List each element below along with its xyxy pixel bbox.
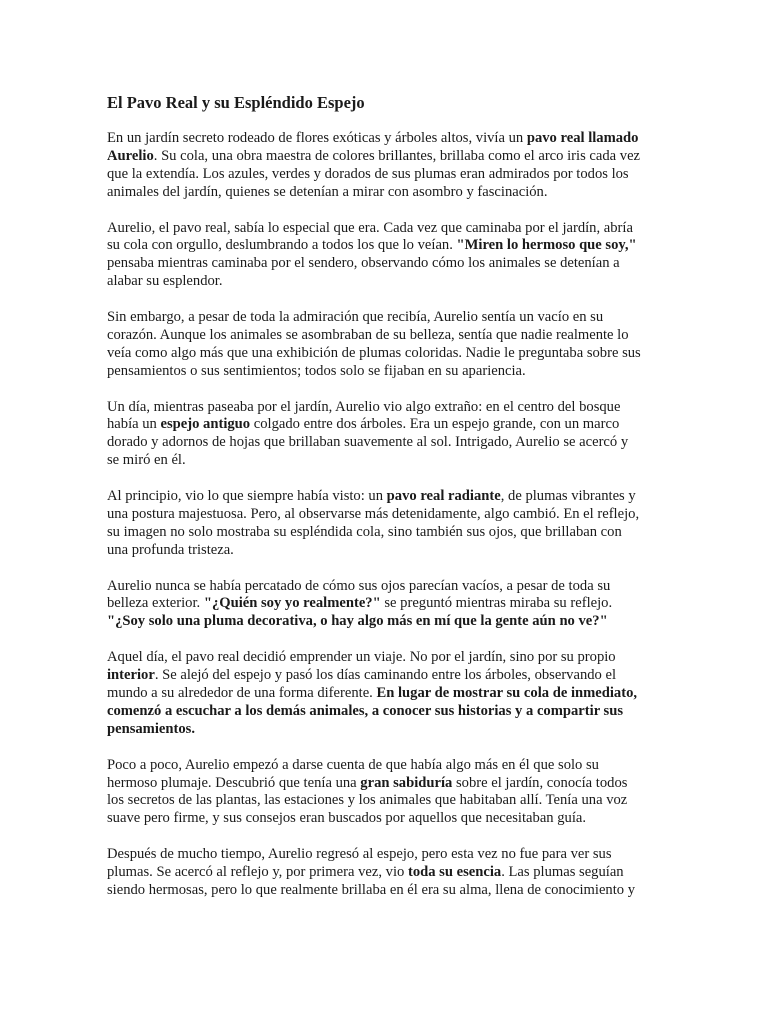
text-line bbox=[107, 166, 659, 184]
text-run: . Se alejó del espejo y pasó los días caminando entre los árboles, observando el bbox=[154, 667, 617, 684]
text-run: se miró en él. bbox=[107, 452, 186, 469]
bold-text: gran sabiduría bbox=[360, 774, 453, 791]
text-line bbox=[107, 148, 659, 166]
bold-text: "¿Soy solo una pluma decorativa, o hay algo más en mí que la gente aún no ve?" bbox=[107, 613, 608, 630]
text-run: Aquel día, el pavo real decidió emprender un viaje. No por el jardín, sino por su propio bbox=[107, 649, 616, 666]
text-run: su cola con orgullo, deslumbrando a todos los que lo veían. bbox=[107, 237, 457, 254]
text-run: Después de mucho tiempo, Aurelio regresó al espejo, pero esta vez no fue para ver sus bbox=[107, 846, 612, 863]
text-run: Aurelio, el pavo real, sabía lo especial que era. Cada vez que caminaba por el jardín, abría bbox=[107, 219, 633, 236]
text-run: En un jardín secreto rodeado de flores exóticas y árboles altos, vivía un bbox=[107, 130, 527, 146]
text-line bbox=[107, 578, 659, 596]
bold-text: "¿Quién soy yo realmente?" bbox=[203, 595, 381, 612]
bold-text: interior bbox=[107, 667, 155, 684]
text-run: belleza exterior. bbox=[107, 595, 204, 612]
text-run: los secretos de las plantas, las estaciones y los animales que habitaban allí. Tenía una voz bbox=[107, 792, 628, 809]
text-line bbox=[107, 685, 659, 703]
text-line bbox=[107, 363, 659, 381]
text-line bbox=[107, 327, 659, 345]
text-line bbox=[107, 595, 659, 613]
text-line bbox=[107, 613, 659, 631]
text-line bbox=[107, 434, 659, 452]
bold-text: pavo real radiante bbox=[386, 488, 501, 505]
text-run: que la extendía. Los azules, verdes y dorados de sus plumas eran admirados por todos los bbox=[107, 165, 629, 182]
paragraph bbox=[107, 309, 659, 381]
text-run: pensaba mientras caminaba por el sendero, observando cómo los animales se detenían a bbox=[107, 255, 620, 272]
text-line bbox=[107, 882, 659, 900]
text-line bbox=[107, 757, 659, 775]
text-line bbox=[107, 846, 659, 864]
text-line bbox=[107, 792, 659, 810]
text-run: sobre el jardín, conocía todos bbox=[452, 774, 628, 791]
paragraph bbox=[107, 757, 659, 829]
document-body bbox=[107, 130, 659, 900]
text-line bbox=[107, 667, 659, 685]
text-run: una postura majestuosa. Pero, al observarse más detenidamente, algo cambió. En el reflejo, bbox=[107, 505, 640, 522]
text-run: siendo hermosas, pero lo que realmente brillaba en él era su alma, llena de conocimiento y bbox=[107, 881, 636, 898]
text-line bbox=[107, 488, 659, 506]
text-line bbox=[107, 130, 659, 148]
text-run: una profunda tristeza. bbox=[107, 541, 234, 558]
text-line bbox=[107, 506, 659, 524]
paragraph bbox=[107, 130, 659, 202]
paragraph bbox=[107, 846, 659, 900]
paragraph bbox=[107, 220, 659, 292]
text-line bbox=[107, 220, 659, 238]
paragraph bbox=[107, 399, 659, 471]
text-run: . Su cola, una obra maestra de colores brillantes, brillaba como el arco iris cada vez bbox=[153, 147, 641, 164]
text-line bbox=[107, 255, 659, 273]
bold-text: comenzó a escuchar a los demás animales, a conocer sus historias y a compartir sus bbox=[107, 702, 624, 719]
text-line bbox=[107, 273, 659, 291]
bold-text: Aurelio bbox=[107, 147, 154, 164]
text-run: Poco a poco, Aurelio empezó a darse cuenta de que había algo más en él que solo su bbox=[107, 756, 599, 773]
text-line bbox=[107, 309, 659, 327]
text-run: pensamientos o sus sentimientos; todos solo se fijaban en su apariencia. bbox=[107, 362, 526, 379]
text-line bbox=[107, 345, 659, 363]
text-run: animales del jardín, quienes se detenían a mirar con asombro y fascinación. bbox=[107, 183, 548, 200]
text-run: . Las plumas seguían bbox=[501, 864, 624, 881]
text-run: Sin embargo, a pesar de toda la admiración que recibía, Aurelio sentía un vacío en su bbox=[107, 309, 604, 326]
text-run: colgado entre dos árboles. Era un espejo grande, con un marco bbox=[250, 416, 620, 433]
text-line bbox=[107, 416, 659, 434]
text-run: dorado y adornos de hojas que brillaban suavemente al sol. Intrigado, Aurelio se acercó y bbox=[107, 434, 629, 451]
text-run: alabar su esplendor. bbox=[107, 273, 223, 290]
text-line bbox=[107, 237, 659, 255]
paragraph bbox=[107, 649, 659, 739]
bold-text: pensamientos. bbox=[107, 720, 195, 737]
text-line bbox=[107, 775, 659, 793]
text-line bbox=[107, 649, 659, 667]
bold-text: pavo real llamado bbox=[526, 130, 639, 146]
bold-text: espejo antiguo bbox=[160, 416, 251, 433]
text-run: plumas. Se acercó al reflejo y, por primera vez, vio bbox=[107, 864, 408, 881]
text-run: se preguntó mientras miraba su reflejo. bbox=[380, 595, 613, 612]
text-line bbox=[107, 184, 659, 202]
text-run: hermoso plumaje. Descubrió que tenía una bbox=[107, 774, 361, 791]
text-run: Un día, mientras paseaba por el jardín, Aurelio vio algo extraño: en el centro del bosque bbox=[107, 398, 621, 415]
text-run: veía como algo más que una exhibición de plumas coloridas. Nadie le preguntaba sobre sus bbox=[107, 344, 641, 361]
text-line bbox=[107, 542, 659, 560]
paragraph bbox=[107, 488, 659, 560]
text-run: corazón. Aunque los animales se asombraban de su belleza, sentía que nadie realmente lo bbox=[107, 326, 629, 343]
text-run: suave pero firme, y sus consejos eran buscados por aquellos que necesitaban guía. bbox=[107, 810, 587, 827]
bold-text: toda su esencia bbox=[407, 864, 502, 881]
document-title: El Pavo Real y su Espléndido Espejo bbox=[107, 93, 365, 112]
text-line bbox=[107, 452, 659, 470]
text-run: Al principio, vio lo que siempre había visto: un bbox=[107, 488, 387, 505]
document-page bbox=[107, 92, 659, 918]
text-line bbox=[107, 703, 659, 721]
text-run: Aurelio nunca se había percatado de cómo sus ojos parecían vacíos, a pesar de toda su bbox=[107, 577, 611, 594]
text-line bbox=[107, 810, 659, 828]
bold-text: En lugar de mostrar su cola de inmediato, bbox=[376, 685, 638, 701]
text-run: , de plumas vibrantes y bbox=[500, 488, 636, 505]
bold-text: "Miren lo hermoso que soy," bbox=[456, 237, 637, 254]
text-line bbox=[107, 721, 659, 739]
text-run: su imagen no solo mostraba su espléndida cola, sino también sus ojos, que brillaban con bbox=[107, 523, 622, 540]
text-run: mundo a su alrededor de una forma diferente. bbox=[107, 685, 377, 701]
paragraph bbox=[107, 578, 659, 632]
text-line bbox=[107, 399, 659, 417]
text-line bbox=[107, 524, 659, 542]
text-line bbox=[107, 864, 659, 882]
text-run: había un bbox=[107, 416, 161, 433]
